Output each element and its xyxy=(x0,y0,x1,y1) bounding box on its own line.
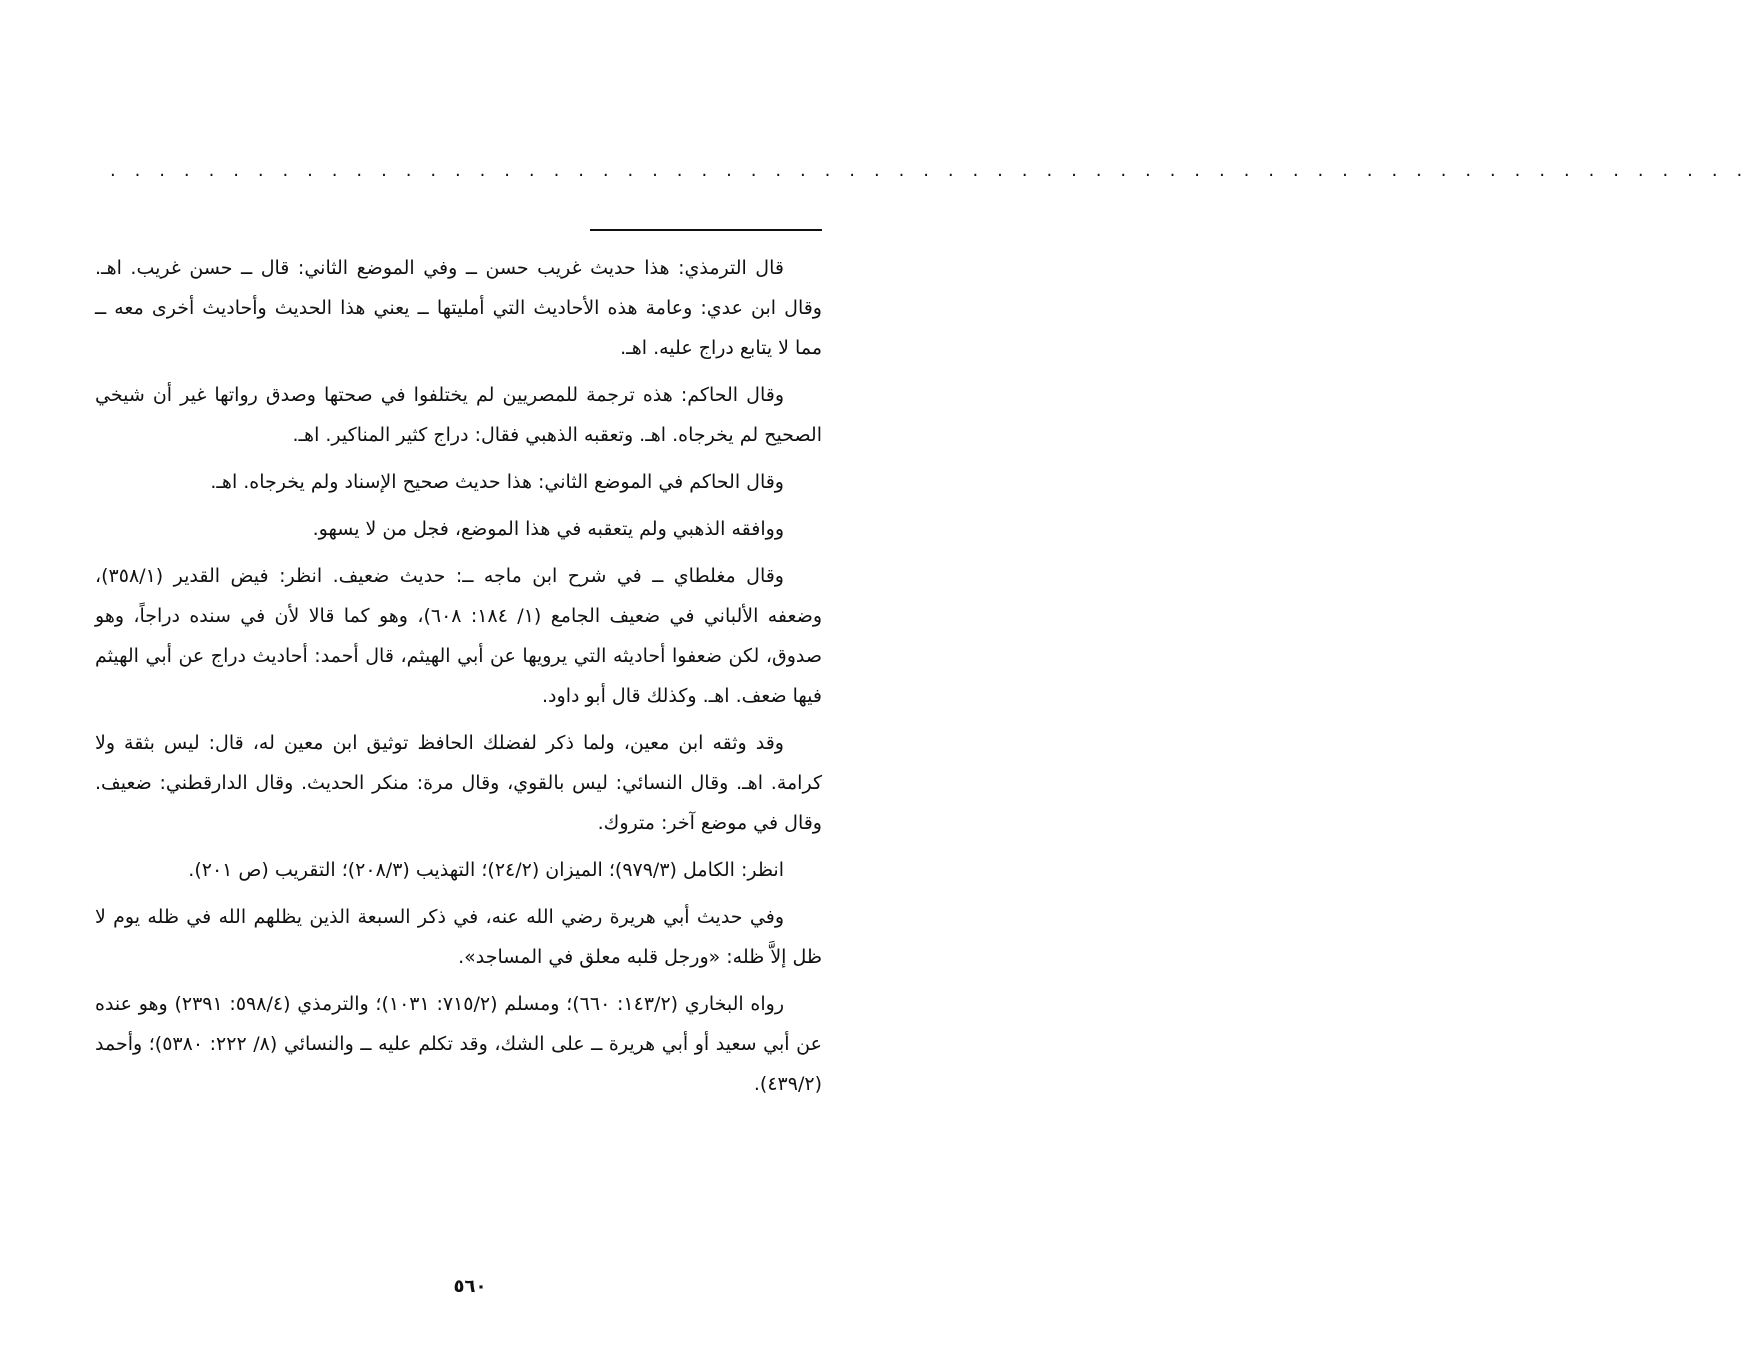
footnote-rule xyxy=(590,229,822,231)
paragraph: وقد وثقه ابن معين، ولما ذكر لفضلك الحافظ توثيق ابن معين له، قال: ليس بثقة ولا كرامة. اهـ. وقال النسائي: ليس بالقوي، وقال مرة: منكر الحديث. وقال الدارقطني: ضعيف. وقال في موضع آخر: متروك. xyxy=(95,732,822,834)
footnote-text xyxy=(95,248,822,1111)
page-number: ٥٦٠ xyxy=(453,1276,487,1297)
paragraph: ووافقه الذهبي ولم يتعقبه في هذا الموضع، فجل من لا يسهو. xyxy=(312,518,784,540)
paragraph: وفي حديث أبي هريرة رضي الله عنه، في ذكر السبعة الذين يظلهم الله في ظله يوم لا ظل إلاَّ ظله: «ورجل قلبه معلق في المساجد». xyxy=(95,906,822,968)
paragraph: وقال مغلطاي ــ في شرح ابن ماجه ــ: حديث ضعيف. انظر: فيض القدير (٣٥٨/١)، وضعفه الألباني في ضعيف الجامع (١/ ١٨٤: ٦٠٨)، وهو كما قالا لأن في سنده دراجاً، وهو صدوق، لكن ضعفوا أحاديثه التي يرويها عن أبي الهيثم، قال أحمد: أحاديث دراج عن أبي الهيثم فيها ضعف. اهـ. وكذلك قال أبو داود. xyxy=(95,565,823,707)
dotted-separator: . . . . . . . . . . . . . . . . . . . . . . . . . . . . . . . . . . . . . . . . . . . . . . . . . . . . . . . . . . . . . . . . . . . xyxy=(110,160,1749,181)
paragraph: رواه البخاري (١٤٣/٢: ٦٦٠)؛ ومسلم (٧١٥/٢: ١٠٣١)؛ والترمذي (٥٩٨/٤: ٢٣٩١) وهو عنده عن أبي سعيد أو أبي هريرة ــ على الشك، وقد تكلم عليه ــ والنسائي (٨/ ٢٢٢: ٥٣٨٠)؛ وأحمد (٤٣٩/٢). xyxy=(95,993,822,1095)
paragraph: قال الترمذي: هذا حديث غريب حسن ــ وفي الموضع الثاني: قال ــ حسن غريب. اهـ. وقال ابن عدي: وعامة هذه الأحاديث التي أمليتها ــ يعني هذا الحديث وأحاديث أخرى معه ــ مما لا يتابع دراج عليه. اهـ. xyxy=(95,257,822,359)
paragraph: وقال الحاكم في الموضع الثاني: هذا حديث صحيح الإسناد ولم يخرجاه. اهـ. xyxy=(210,471,784,493)
paragraph: انظر: الكامل (٩٧٩/٣)؛ الميزان (٢٤/٢)؛ التهذيب (٢٠٨/٣)؛ التقريب (ص ٢٠١). xyxy=(188,859,784,881)
paragraph: وقال الحاكم: هذه ترجمة للمصريين لم يختلفوا في صحتها وصدق رواتها غير أن شيخي الصحيح لم يخرجاه. اهـ. وتعقبه الذهبي فقال: دراج كثير المناكير. اهـ. xyxy=(95,384,822,446)
